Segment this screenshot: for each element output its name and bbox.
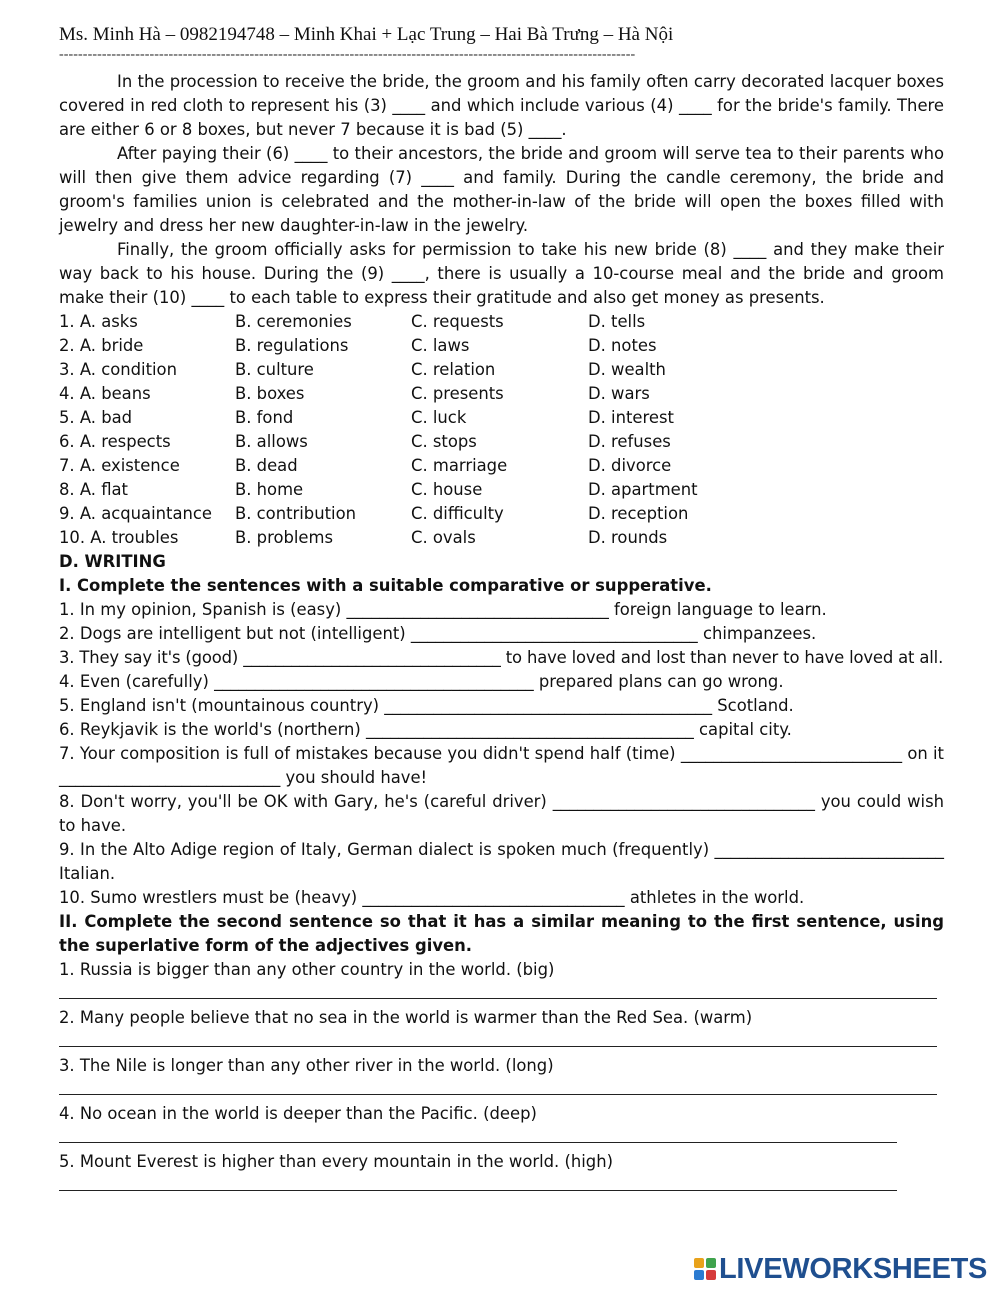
option-b: B. culture <box>235 360 314 379</box>
exercise-sentence: 7. Your composition is full of mistakes because you didn't spend half (time) ___________________________ on it ___________________________ you should have! <box>59 744 944 787</box>
option-row <box>59 334 944 358</box>
option-d: D. tells <box>588 312 646 331</box>
option-a: 6. A. respects <box>59 432 171 451</box>
answer-line[interactable] <box>59 1078 944 1102</box>
option-d: D. apartment <box>588 480 698 499</box>
logo-square-icon <box>694 1270 704 1280</box>
option-a: 8. A. flat <box>59 480 128 499</box>
option-a: 7. A. existence <box>59 456 180 475</box>
section-heading-writing: D. WRITING <box>59 552 166 571</box>
logo-square-icon <box>694 1258 704 1268</box>
option-d: D. interest <box>588 408 674 427</box>
part2-instructions: II. Complete the second sentence so that it has a similar meaning to the first sentence, using the superlative form of the adjectives given. <box>59 912 944 955</box>
option-b: B. dead <box>235 456 298 475</box>
liveworksheets-logo <box>694 1252 987 1286</box>
option-b: B. regulations <box>235 336 349 355</box>
option-a: 1. A. asks <box>59 312 138 331</box>
option-d: D. divorce <box>588 456 672 475</box>
answer-line[interactable] <box>59 982 944 1006</box>
option-a: 10. A. troubles <box>59 528 179 547</box>
header-separator: ------------------------------------------------------------------------------------------------------------------------- <box>59 47 636 62</box>
worksheet-content <box>59 70 944 1198</box>
exercise-sentence: 4. Even (carefully) _______________________________________ prepared plans can go wrong. <box>59 672 784 691</box>
option-c: C. difficulty <box>411 504 504 523</box>
option-b: B. problems <box>235 528 334 547</box>
exercise-sentence: 3. They say it's (good) ________________________________ to have loved and lost than never to have loved at all. <box>59 648 944 667</box>
rewrite-prompt: 3. The Nile is longer than any other river in the world. (long) <box>59 1056 554 1075</box>
option-row <box>59 502 944 526</box>
option-b: B. boxes <box>235 384 305 403</box>
option-d: D. rounds <box>588 528 668 547</box>
option-row <box>59 382 944 406</box>
option-c: C. presents <box>411 384 504 403</box>
option-d: D. reception <box>588 504 689 523</box>
answer-line[interactable] <box>59 1126 944 1150</box>
option-b: B. contribution <box>235 504 357 523</box>
option-b: B. fond <box>235 408 294 427</box>
header-title: Ms. Minh Hà – 0982194748 – Minh Khai + Lạc Trung – Hai Bà Trưng – Hà Nội <box>59 24 674 45</box>
option-d: D. wars <box>588 384 650 403</box>
option-b: B. ceremonies <box>235 312 352 331</box>
option-c: C. laws <box>411 336 470 355</box>
option-b: B. home <box>235 480 304 499</box>
option-a: 3. A. condition <box>59 360 177 379</box>
option-c: C. marriage <box>411 456 508 475</box>
option-c: C. luck <box>411 408 467 427</box>
option-d: D. refuses <box>588 432 671 451</box>
option-a: 9. A. acquaintance <box>59 504 212 523</box>
exercise-sentence: 2. Dogs are intelligent but not (intelligent) ___________________________________ chimpanzees. <box>59 624 817 643</box>
exercise-sentence: 5. England isn't (mountainous country) ________________________________________ Scotland. <box>59 696 794 715</box>
passage-paragraph-3: Finally, the groom officially asks for permission to take his new bride (8) ____ and they make their way back to his house. During the (9) ____, there is usually a 10-course meal and the bride and groom make their (10) ____ to each table to express their gratitude and also get money as presents. <box>59 240 944 307</box>
answer-line[interactable] <box>59 1030 944 1054</box>
option-b: B. allows <box>235 432 308 451</box>
option-row <box>59 478 944 502</box>
exercise-sentence: 9. In the Alto Adige region of Italy, German dialect is spoken much (frequently) ____________________________ Italian. <box>59 840 944 883</box>
option-row <box>59 526 944 550</box>
option-row <box>59 406 944 430</box>
logo-square-icon <box>706 1270 716 1280</box>
options-table <box>59 310 944 550</box>
logo-text: LIVEWORKSHEETS <box>719 1252 988 1285</box>
option-a: 5. A. bad <box>59 408 133 427</box>
option-c: C. ovals <box>411 528 476 547</box>
exercise-sentence: 8. Don't worry, you'll be OK with Gary, he's (careful driver) ________________________________ you could wish to have. <box>59 792 944 835</box>
option-c: C. requests <box>411 312 504 331</box>
rewrite-prompt: 2. Many people believe that no sea in the world is warmer than the Red Sea. (warm) <box>59 1008 753 1027</box>
option-c: C. house <box>411 480 483 499</box>
option-c: C. stops <box>411 432 477 451</box>
rewrite-prompt: 5. Mount Everest is higher than every mountain in the world. (high) <box>59 1152 613 1171</box>
option-c: C. relation <box>411 360 496 379</box>
exercise-sentence: 1. In my opinion, Spanish is (easy) ________________________________ foreign language to learn. <box>59 600 827 619</box>
passage-paragraph-1: In the procession to receive the bride, the groom and his family often carry decorated lacquer boxes covered in red cloth to represent his (3) ____ and which include various (4) ____ for the bride's family. There are either 6 or 8 boxes, but never 7 because it is bad (5) ____. <box>59 72 944 139</box>
rewrite-prompt: 1. Russia is bigger than any other country in the world. (big) <box>59 960 555 979</box>
option-a: 4. A. beans <box>59 384 151 403</box>
logo-square-icon <box>706 1258 716 1268</box>
answer-line[interactable] <box>59 1174 944 1198</box>
option-row <box>59 310 944 334</box>
option-row <box>59 454 944 478</box>
exercise-sentence: 10. Sumo wrestlers must be (heavy) ________________________________ athletes in the world. <box>59 888 805 907</box>
passage-paragraph-2: After paying their (6) ____ to their ancestors, the bride and groom will serve tea to their parents who will then give them advice regarding (7) ____ and family. During the candle ceremony, the bride and groom's families union is celebrated and the mother-in-law of the bride will open the boxes filled with jewelry and dress her new daughter-in-law in the jewelry. <box>59 144 944 235</box>
option-d: D. wealth <box>588 360 666 379</box>
exercise-sentence: 6. Reykjavik is the world's (northern) ________________________________________ capital city. <box>59 720 792 739</box>
option-a: 2. A. bride <box>59 336 144 355</box>
rewrite-prompt: 4. No ocean in the world is deeper than the Pacific. (deep) <box>59 1104 537 1123</box>
option-row <box>59 358 944 382</box>
part1-instructions: I. Complete the sentences with a suitable comparative or supperative. <box>59 576 712 595</box>
option-d: D. notes <box>588 336 657 355</box>
logo-mark-icon <box>694 1258 716 1280</box>
option-row <box>59 430 944 454</box>
